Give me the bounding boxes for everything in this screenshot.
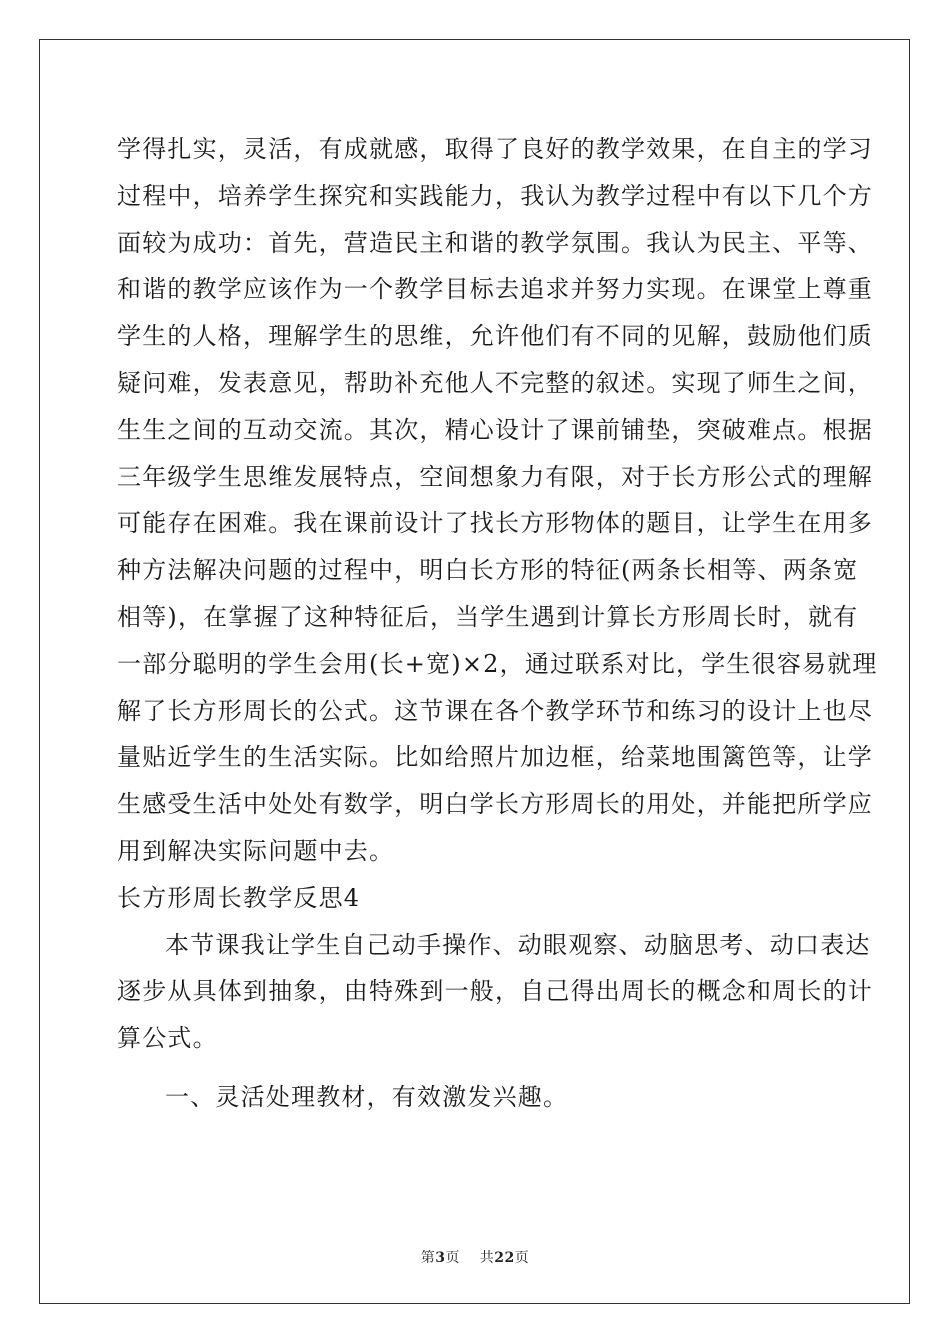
text-line: 可能存在困难。我在课前设计了找长方形物体的题目，让学生在用多	[117, 509, 873, 538]
text-line: 本节课我让学生自己动手操作、动眼观察、动脑思考、动口表达	[165, 930, 871, 959]
text-line: 量贴近学生的生活实际。比如给照片加边框，给菜地围篱笆等，让学	[117, 743, 873, 772]
text-line: 过程中，培养学生探究和实践能力，我认为教学过程中有以下几个方	[117, 181, 873, 210]
footer-page-number: 3	[435, 1250, 446, 1266]
text-line: 种方法解决问题的过程中，明白长方形的特征(两条长相等、两条宽	[117, 556, 859, 585]
text-line: 相等)，在掌握了这种特征后，当学生遇到计算长方形周长时，就有	[117, 602, 859, 631]
section-heading: 长方形周长教学反思4	[117, 883, 361, 912]
text-line: 疑问难，发表意见，帮助补充他人不完整的叙述。实现了师生之间，	[117, 368, 873, 397]
footer-prefix: 第	[420, 1250, 436, 1266]
text-line: 一、灵活处理教材，有效激发兴趣。	[165, 1082, 569, 1111]
text-line: 算公式。	[117, 1024, 218, 1053]
text-line: 用到解决实际问题中去。	[117, 836, 395, 865]
text-line: 学生的人格，理解学生的思维，允许他们有不同的见解，鼓励他们质	[117, 322, 873, 351]
text-line: 和谐的教学应该作为一个教学目标去追求并努力实现。在课堂上尊重	[117, 275, 873, 304]
text-line: 学得扎实，灵活，有成就感，取得了良好的教学效果，在自主的学习	[117, 135, 873, 163]
page-footer	[0, 1247, 950, 1267]
text-line: 面较为成功：首先，营造民主和谐的教学氛围。我认为民主、平等、	[117, 228, 873, 257]
footer-total-suffix: 页	[514, 1250, 530, 1266]
text-line: 三年级学生思维发展特点，空间想象力有限，对于长方形公式的理解	[117, 462, 873, 491]
paragraph-gap	[117, 1062, 837, 1074]
text-line: 生生之间的互动交流。其次，精心设计了课前铺垫，突破难点。根据	[117, 415, 873, 444]
footer-total-prefix: 共	[479, 1250, 495, 1266]
text-line: 一部分聪明的学生会用(长+宽)×2，通过联系对比，学生很容易就理	[117, 649, 878, 678]
footer-page-suffix: 页	[445, 1250, 460, 1266]
text-line: 逐步从具体到抽象，由特殊到一般，自己得出周长的概念和周长的计	[117, 977, 873, 1006]
footer-total-pages: 22	[494, 1250, 515, 1266]
document-body	[117, 126, 878, 1121]
text-line: 生感受生活中处处有数学，明白学长方形周长的用处，并能把所学应	[117, 790, 873, 819]
text-line: 解了长方形周长的公式。这节课在各个教学环节和练习的设计上也尽	[117, 696, 873, 725]
